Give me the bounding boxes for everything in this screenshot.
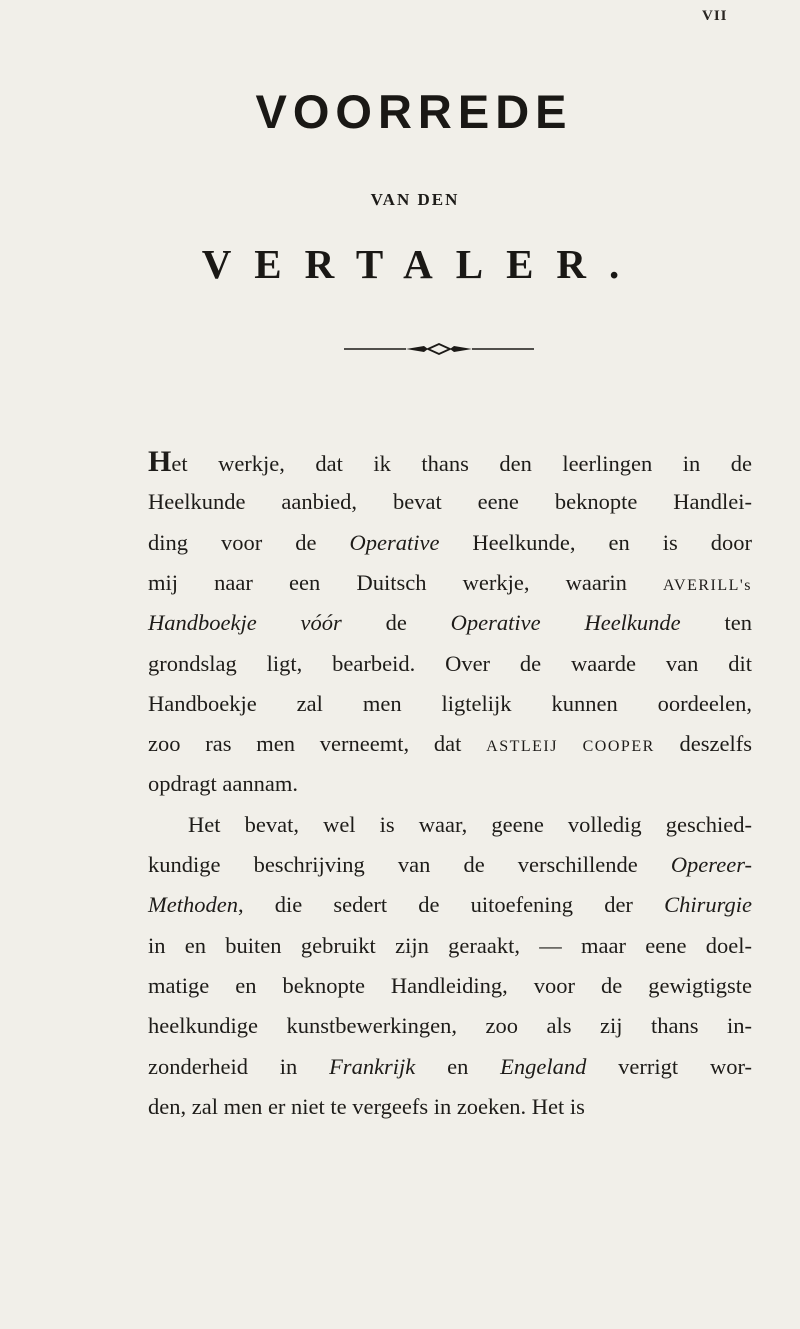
text-run: opdragt aannam. xyxy=(148,771,298,797)
text-run: ASTLEIJ COOPER xyxy=(486,738,655,756)
text-line xyxy=(148,885,752,925)
text-run: zonderheid in xyxy=(148,1053,330,1079)
text-line xyxy=(148,523,752,563)
page-title: VOORREDE xyxy=(255,85,573,138)
text-run: en xyxy=(415,1053,501,1079)
text-run: Heelkunde aanbied, bevat eene beknopte Handlei- xyxy=(148,489,752,515)
heading-translator: VERTALER. xyxy=(201,241,643,287)
text-line xyxy=(148,644,752,684)
text-run: heelkundige kunstbewerkingen, zoo als zij thans in- xyxy=(148,1013,752,1039)
text-run: Handboekje vóór xyxy=(148,610,342,636)
text-run: et werkje, dat ik thans den leerlingen in de xyxy=(171,451,752,476)
text-run: de xyxy=(341,610,451,636)
text-line xyxy=(148,1047,752,1087)
page-number: VII xyxy=(702,8,728,24)
text-run: Opereer- xyxy=(670,852,752,877)
text-run: , die sedert de uitoefening der xyxy=(237,892,665,918)
text-run: mij naar een Duitsch werkje, waarin xyxy=(148,569,664,595)
text-line xyxy=(148,563,752,603)
text-line xyxy=(148,482,752,522)
text-line xyxy=(148,1006,752,1046)
text-line xyxy=(148,442,752,482)
text-line xyxy=(148,684,752,724)
text-run: Handboekje zal men ligtelijk kunnen oordeelen, xyxy=(148,690,752,716)
text-run: grondslag ligt, bearbeid. Over de waarde van dit xyxy=(148,650,752,676)
text-line xyxy=(148,764,752,804)
text-run: ding voor de xyxy=(148,529,350,555)
text-line xyxy=(148,603,752,643)
text-run: Heelkunde, en is door xyxy=(439,529,752,555)
text-line xyxy=(148,724,752,764)
subtitle: VAN DEN xyxy=(370,190,460,209)
text-line xyxy=(148,926,752,966)
text-run: Operative Heelkunde xyxy=(450,610,681,636)
text-run: zoo ras men verneemt, dat xyxy=(148,731,487,757)
text-run: deszelfs xyxy=(654,731,753,757)
text-run: Methoden xyxy=(148,892,238,918)
text-line xyxy=(148,966,752,1006)
text-run: Engeland xyxy=(500,1053,587,1079)
text-run: kundige beschrijving van de verschillende xyxy=(148,852,671,877)
text-run: ten xyxy=(680,610,752,636)
text-run: in en buiten gebruikt zijn geraakt, — maar eene doel- xyxy=(148,932,752,958)
text-run: verrigt wor- xyxy=(586,1053,752,1079)
ornament-divider xyxy=(344,343,534,355)
text-run: Operative xyxy=(349,529,440,555)
text-line xyxy=(148,845,752,885)
text-line xyxy=(148,805,752,845)
text-run: den, zal men er niet te vergeefs in zoeken. Het is xyxy=(148,1093,585,1119)
text-run: AVERILL's xyxy=(663,576,752,594)
text-run: matige en beknopte Handleiding, voor de gewigtigste xyxy=(148,972,752,998)
text-run: Chirurgie xyxy=(664,892,752,918)
text-run: Frankrijk xyxy=(329,1053,416,1079)
text-run: H xyxy=(148,445,172,478)
text-line xyxy=(148,1087,752,1127)
text-run: Het bevat, wel is waar, geene volledig geschied- xyxy=(188,811,752,837)
